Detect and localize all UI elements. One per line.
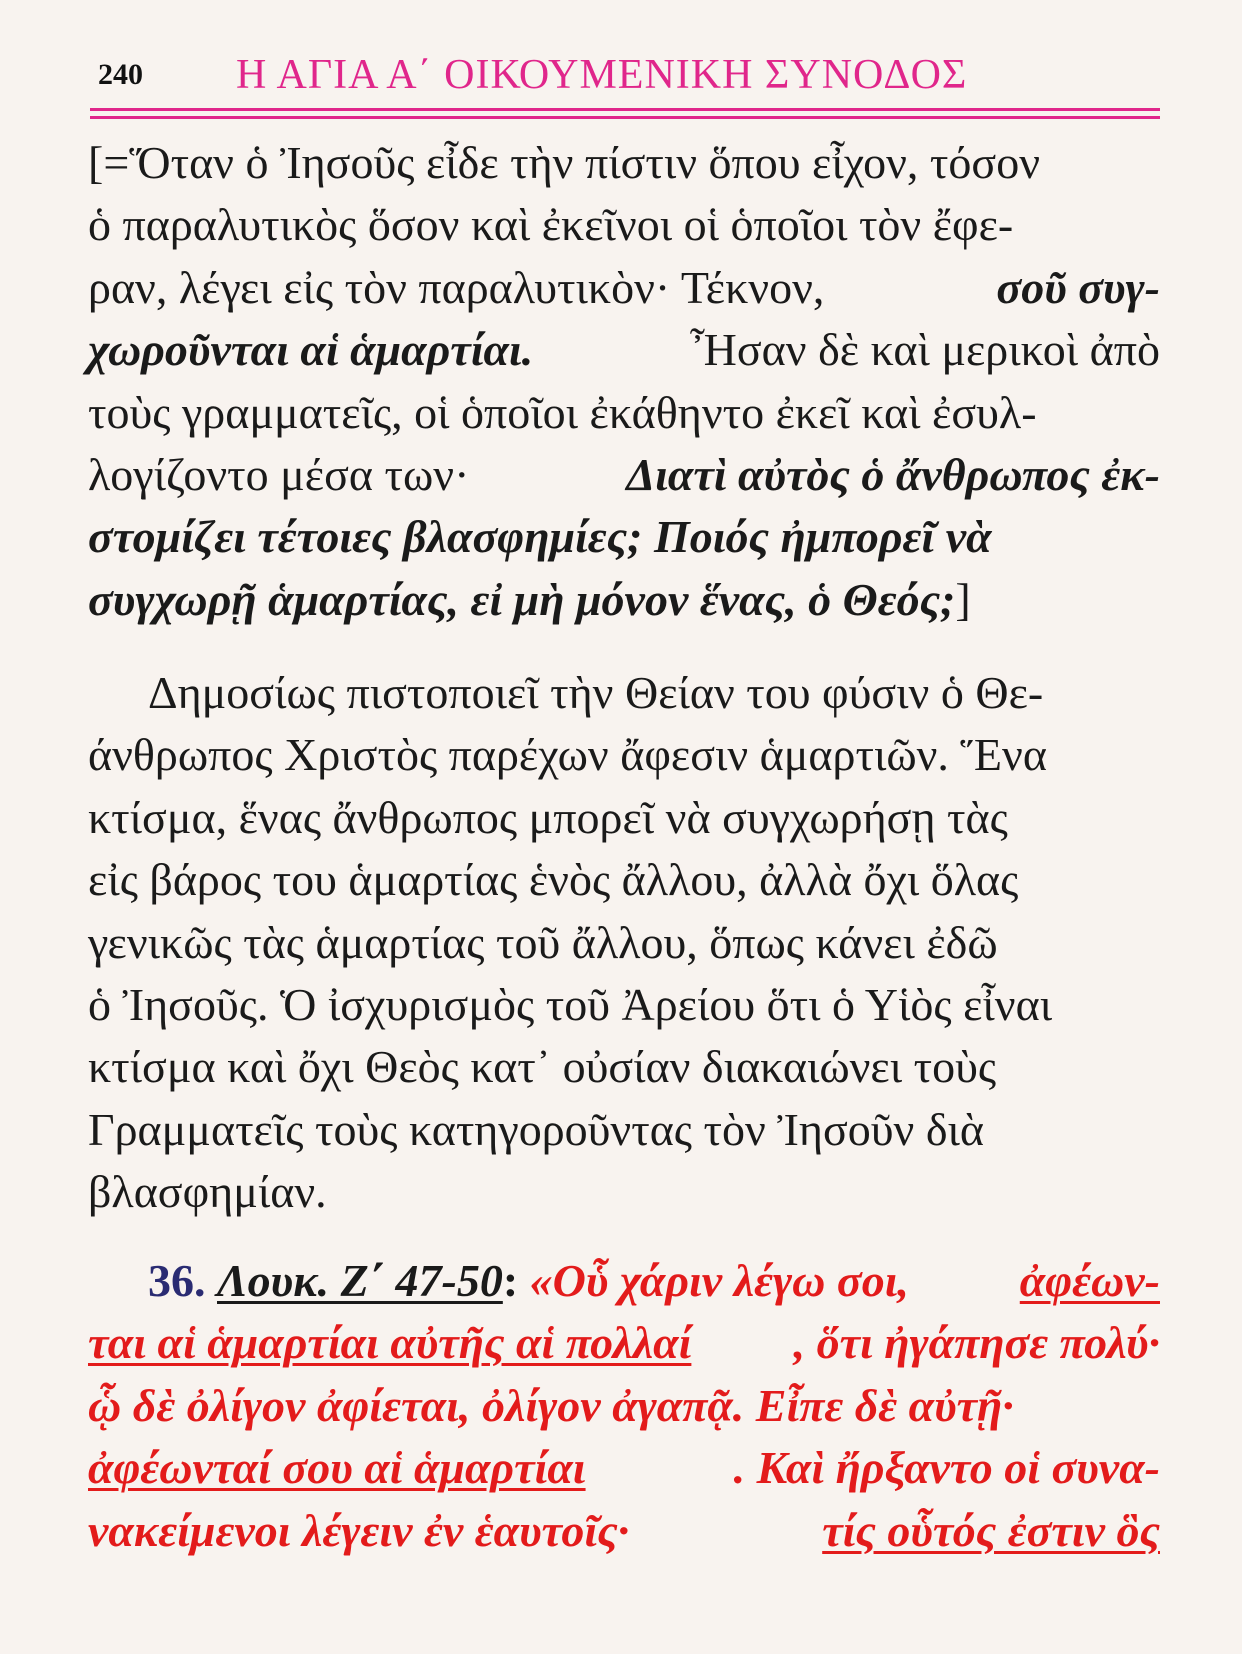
red-quote-underlined: τίς οὗτός ἐστιν ὃς: [822, 1504, 1160, 1556]
paragraph-commentary: [88, 662, 1160, 1224]
red-quote-span: ᾧ δὲ ὀλίγον ἀφίεται, ὀλίγον ἀγαπᾷ. Εἶπε δὲ αὐτῇ·: [88, 1379, 1014, 1431]
text-span: ]: [955, 573, 971, 625]
text-span: Γραμματεῖς τοὺς κατηγοροῦντας τὸν Ἰησοῦν διὰ: [88, 1103, 985, 1155]
paragraph-bracketed-quote: [88, 132, 1160, 631]
header-rule-top: [90, 108, 1160, 111]
text-span: ραν, λέγει εἰς τὸν παραλυτικὸν· Τέκνον,: [88, 261, 836, 313]
text-line: [88, 724, 1160, 786]
text-line: [88, 787, 1160, 849]
text-span: άνθρωπος Χριστὸς παρέχων ἄφεσιν ἁμαρτιῶν. Ἕνα: [88, 729, 1047, 781]
text-line: [88, 257, 1160, 319]
text-line: [88, 382, 1160, 444]
text-line: [88, 1250, 1160, 1312]
text-span: Δημοσίως πιστοποιεῖ τὴν Θείαν του φύσιν ὁ Θε-: [148, 667, 1044, 718]
emphasis-span: Διατὶ αὐτὸς ὁ ἄνθρωπος ἐκ-: [626, 448, 1160, 500]
text-line: [88, 1036, 1160, 1098]
page-header: [90, 54, 1160, 102]
scripture-reference: Λουκ. Ζ΄ 47-50: [217, 1255, 503, 1306]
running-title: Η ΑΓΙΑ Α΄ ΟΙΚΟΥΜΕΝΙΚΗ ΣΥΝΟΔΟΣ: [236, 52, 968, 98]
text-span: γενικῶς τὰς ἁμαρτίας τοῦ ἄλλου, ὅπως κάνει ἐδῶ: [88, 916, 998, 968]
red-quote-underlined: ἀφέωνταί σου αἱ ἁμαρτίαι: [88, 1442, 586, 1494]
emphasis-span: συγχωρῇ ἁμαρτίας, εἰ μὴ μόνον ἕνας, ὁ Θεός;: [88, 573, 956, 625]
text-span: κτίσμα καὶ ὄχι Θεὸς κατ᾽ οὐσίαν διακαιώνει τοὺς: [88, 1041, 997, 1093]
red-quote-underlined: ται αἱ ἁμαρτίαι αὐτῆς αἱ πολλαί: [88, 1317, 692, 1369]
emphasis-span: χωροῦνται αἱ ἁμαρτίαι.: [88, 324, 534, 376]
text-span: Ἦσαν δὲ καὶ μερικοὶ ἀπὸ: [678, 324, 1160, 376]
text-span: κτίσμα, ἕνας ἄνθρωπος μπορεῖ νὰ συγχωρήσῃ τὰς: [88, 791, 1008, 843]
text-line: [88, 1437, 1160, 1499]
text-line: [88, 912, 1160, 974]
red-quote-span: , ὅτι ἠγάπησε πολύ·: [793, 1317, 1160, 1369]
text-line: [88, 1312, 1160, 1374]
text-line: [88, 1099, 1160, 1161]
header-rule-bottom: [90, 116, 1160, 119]
text-line: [88, 1161, 1160, 1223]
reference-colon: :: [502, 1255, 519, 1306]
text-span: [=Ὅταν ὁ Ἰησοῦς εἶδε τὴν πίστιν ὅπου εἶχον, τόσον: [88, 137, 1041, 188]
text-line: [88, 1500, 1160, 1562]
text-span: λογίζοντο μέσα των·: [88, 448, 481, 500]
red-quote-span: νακείμενοι λέγειν ἐν ἑαυτοῖς·: [88, 1504, 641, 1556]
text-span: ὁ παραλυτικὸς ὅσον καὶ ἐκεῖνοι οἱ ὁποῖοι τὸν ἔφε-: [88, 199, 1014, 251]
emphasis-span: σοῦ συγ-: [996, 261, 1160, 313]
text-span: εἰς βάρος του ἁμαρτίας ἑνὸς ἄλλου, ἀλλὰ ὄχι ὅλας: [88, 854, 1019, 906]
red-quote-span: . Καὶ ἤρξαντο οἱ συνα-: [733, 1442, 1160, 1494]
text-span: τοὺς γραμματεῖς, οἱ ὁποῖοι ἐκάθηντο ἐκεῖ καὶ ἐσυλ-: [88, 386, 1037, 438]
verse-number: 36.: [148, 1255, 206, 1306]
text-line: [88, 849, 1160, 911]
text-line: [88, 569, 1160, 631]
text-line: [88, 132, 1160, 194]
text-line: [88, 194, 1160, 256]
paragraph-scripture-36: [88, 1250, 1160, 1562]
text-line: [88, 1375, 1160, 1437]
page-number: 240: [98, 58, 143, 91]
text-line: [88, 974, 1160, 1036]
text-line: [88, 506, 1160, 568]
text-line: [88, 662, 1160, 724]
text-line: [88, 319, 1160, 381]
text-span: βλασφημίαν.: [88, 1166, 327, 1218]
red-quote-underlined: ἀφέων-: [1019, 1255, 1160, 1306]
text-span: ὁ Ἰησοῦς. Ὁ ἰσχυρισμὸς τοῦ Ἀρείου ὅτι ὁ Υἱὸς εἶναι: [88, 978, 1053, 1030]
text-line: [88, 444, 1160, 506]
emphasis-span: στομίζει τέτοιες βλασφημίες; Ποιός ἠμπορεῖ νὰ: [88, 511, 992, 563]
red-quote-span: «Οὗ χάριν λέγω σοι,: [529, 1255, 921, 1306]
